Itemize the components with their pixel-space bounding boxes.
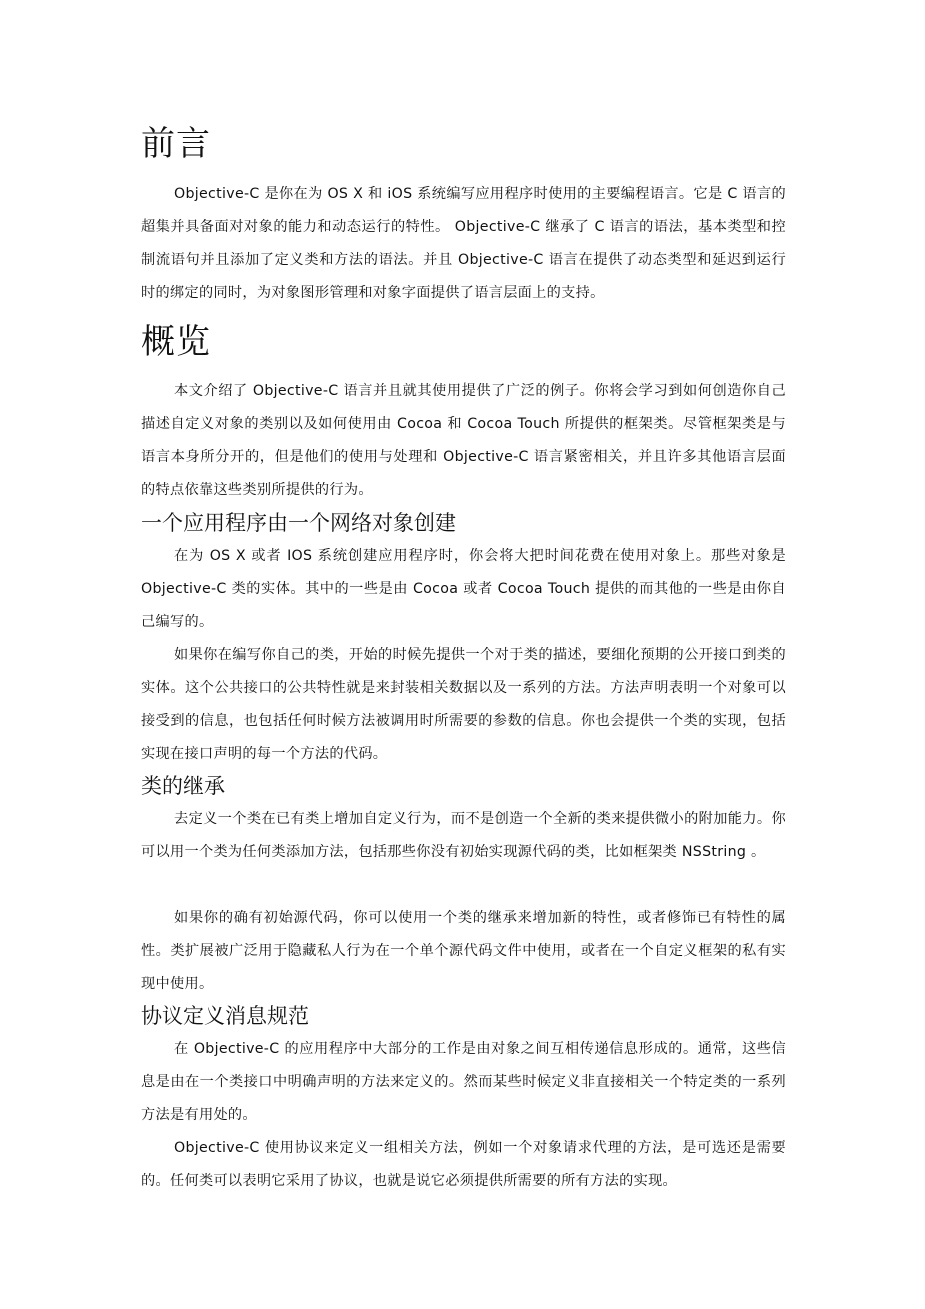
heading-app-objects: 一个应用程序由一个网络对象创建 [141, 511, 456, 535]
heading-overview: 概览 [141, 322, 211, 362]
paragraph-protocols-2: Objective-C 使用协议来定义一组相关方法，例如一个对象请求代理的方法，是可选还是需要的。任何类可以表明它采用了协议，也就是说它必须提供所需要的所有方法的实现。 [141, 1140, 786, 1189]
paragraph-app-objects-2: 如果你在编写你自己的类，开始的时候先提供一个对于类的描述，要细化预期的公开接口到类的实体。这个公共接口的公共特性就是来封装相关数据以及一系列的方法。方法声明表明一个对象可以接受到的信息，也包括任何时候方法被调用时所需要的参数的信息。你也会提供一个类的实现，包括实现在接口声明的每一个方法的代码。 [141, 647, 786, 762]
paragraph-overview-1: 本文介绍了 Objective-C 语言并且就其使用提供了广泛的例子。你将会学习到如何创造你自己描述自定义对象的类别以及如何使用由 Cocoa 和 Cocoa Touch 所提供的框架类。尽管框架类是与语言本身所分开的，但是他们的使用与处理和 Objective-C 语言紧密相关，并且许多其他语言层面的特点依靠这些类别所提供的行为。 [141, 383, 786, 498]
paragraph-preface-1: Objective-C 是你在为 OS X 和 iOS 系统编写应用程序时使用的主要编程语言。它是 C 语言的超集并具备面对对象的能力和动态运行的特性。 Objective-C 继承了 C 语言的语法，基本类型和控制流语句并且添加了定义类和方法的语法。并且 Objective-C 语言在提供了动态类型和延迟到运行时的绑定的同时，为对象图形管理和对象字面提供了语言层面上的支持。 [141, 186, 786, 301]
paragraph-app-objects-1: 在为 OS X 或者 IOS 系统创建应用程序时，你会将大把时间花费在使用对象上。那些对象是 Objective-C 类的实体。其中的一些是由 Cocoa 或者 Cocoa Touch 提供的而其他的一些是由你自己编写的。 [141, 548, 786, 630]
heading-preface: 前言 [141, 124, 211, 164]
heading-inheritance: 类的继承 [141, 774, 225, 798]
paragraph-protocols-1: 在 Objective-C 的应用程序中大部分的工作是由对象之间互相传递信息形成的。通常，这些信息是由在一个类接口中明确声明的方法来定义的。然而某些时候定义非直接相关一个特定类的一系列方法是有用处的。 [141, 1041, 786, 1123]
paragraph-inheritance-1: 去定义一个类在已有类上增加自定义行为，而不是创造一个全新的类来提供微小的附加能力。你可以用一个类为任何类添加方法，包括那些你没有初始实现源代码的类，比如框架类 NSString 。 [141, 811, 786, 860]
heading-protocols: 协议定义消息规范 [141, 1004, 309, 1028]
paragraph-inheritance-2: 如果你的确有初始源代码，你可以使用一个类的继承来增加新的特性，或者修饰已有特性的属性。类扩展被广泛用于隐藏私人行为在一个单个源代码文件中使用，或者在一个自定义框架的私有实现中使用。 [141, 910, 786, 992]
